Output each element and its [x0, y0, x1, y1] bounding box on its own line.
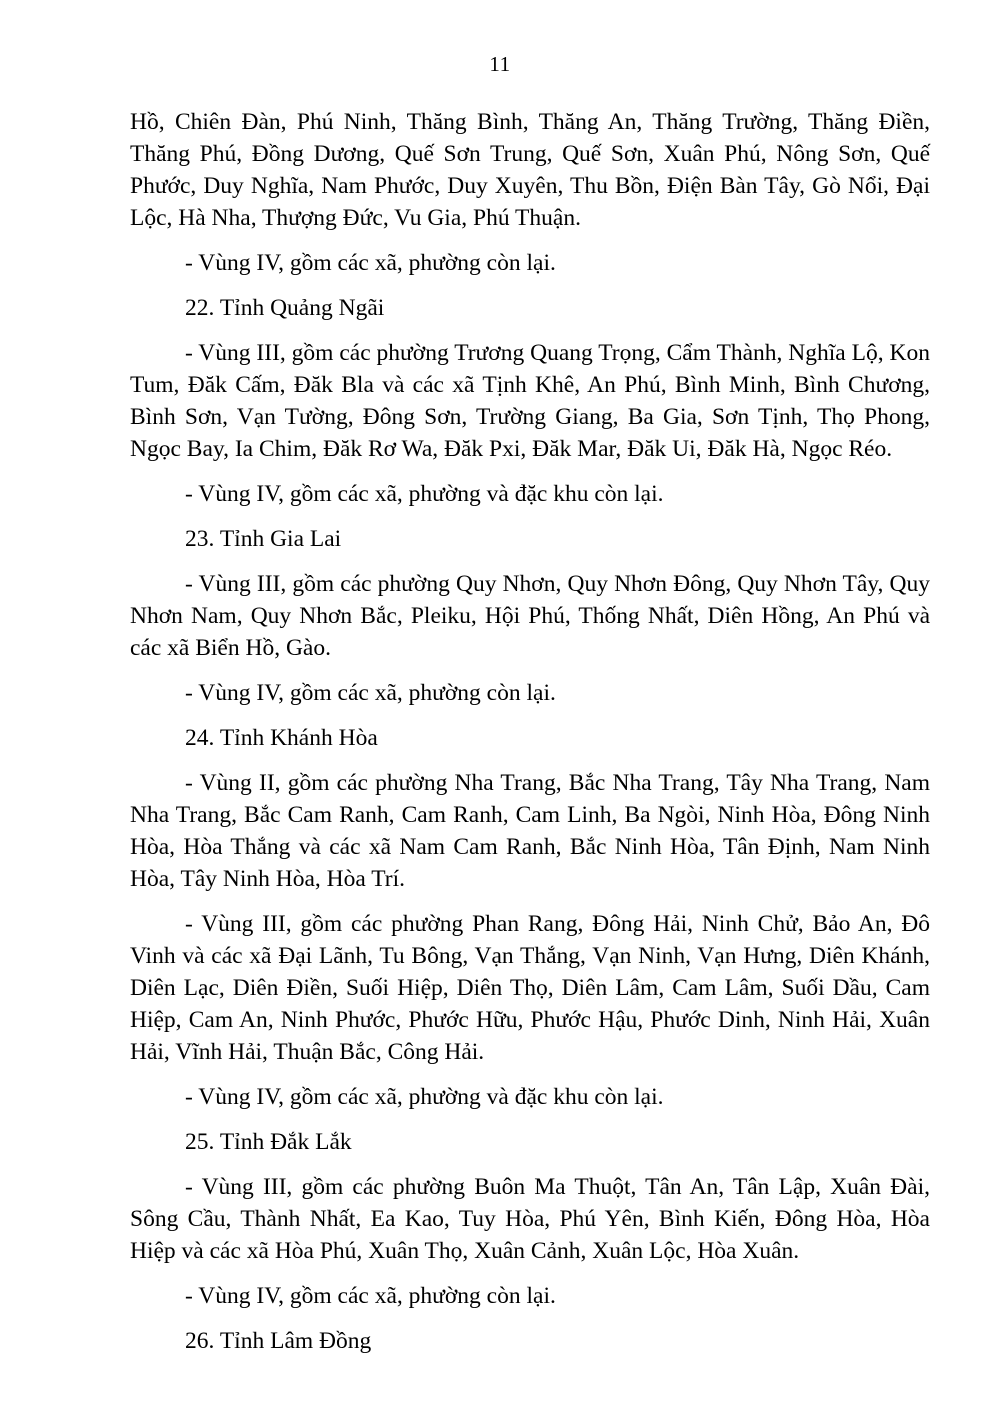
p-gia-lai-vung-3: - Vùng III, gồm các phường Quy Nhơn, Quy Nhơn Đông, Quy Nhơn Tây, Quy Nhơn Nam, Quy Nhơn Bắc, Pleiku, Hội Phú, Thống Nhất, Diên Hồng, An Phú và các xã Biển Hồ, Gào.: [130, 571, 930, 661]
paragraph-gap: [130, 279, 930, 292]
paragraph-gap: [130, 1068, 930, 1081]
paragraph-gap: [130, 895, 930, 908]
p-quang-nam-vung-4: - Vùng IV, gồm các xã, phường còn lại.: [185, 250, 556, 276]
p-khanh-hoa-vung-2: - Vùng II, gồm các phường Nha Trang, Bắc Nha Trang, Tây Nha Trang, Nam Nha Trang, Bắc Cam Ranh, Cam Ranh, Cam Linh, Ba Ngòi, Ninh Hòa, Đông Ninh Hòa, Hòa Thắng và các xã Nam Cam Ranh, Bắc Ninh Hòa, Tân Định, Nam Ninh Hòa, Tây Ninh Hòa, Hòa Trí.: [130, 770, 930, 892]
page-number: 11: [489, 52, 511, 76]
p-khanh-hoa-vung-4: - Vùng IV, gồm các xã, phường và đặc khu còn lại.: [185, 1084, 664, 1110]
paragraph-gap: [130, 709, 930, 722]
h-23-gia-lai: 23. Tỉnh Gia Lai: [185, 526, 342, 552]
paragraph-gap: [130, 754, 930, 767]
paragraph-gap: [130, 1158, 930, 1171]
p-quang-ngai-vung-4: - Vùng IV, gồm các xã, phường và đặc khu còn lại.: [185, 481, 664, 507]
p-dak-lak-vung-3: - Vùng III, gồm các phường Buôn Ma Thuột, Tân An, Tân Lập, Xuân Đài, Sông Cầu, Thành Nhất, Ea Kao, Tuy Hòa, Phú Yên, Bình Kiến, Đông Hòa, Hòa Hiệp và các xã Hòa Phú, Xuân Thọ, Xuân Cảnh, Xuân Lộc, Hòa Xuân.: [130, 1174, 930, 1264]
paragraph-gap: [130, 1113, 930, 1126]
paragraph-gap: [130, 555, 930, 568]
paragraph-gap: [130, 664, 930, 677]
p-khanh-hoa-vung-3: - Vùng III, gồm các phường Phan Rang, Đông Hải, Ninh Chử, Bảo An, Đô Vinh và các xã Đại Lãnh, Tu Bông, Vạn Thắng, Vạn Ninh, Vạn Hưng, Diên Khánh, Diên Lạc, Diên Điền, Suối Hiệp, Diên Thọ, Diên Lâm, Cam Lâm, Suối Dầu, Cam Hiệp, Cam An, Ninh Phước, Phước Hữu, Phước Hậu, Phước Dinh, Ninh Hải, Xuân Hải, Vĩnh Hải, Thuận Bắc, Công Hải.: [130, 911, 930, 1065]
paragraph-gap: [130, 1312, 930, 1325]
h-25-dak-lak: 25. Tỉnh Đắk Lắk: [185, 1129, 352, 1155]
paragraph-gap: [130, 234, 930, 247]
page-body: [130, 106, 930, 1357]
p-quang-ngai-vung-3: - Vùng III, gồm các phường Trương Quang Trọng, Cẩm Thành, Nghĩa Lộ, Kon Tum, Đăk Cấm, Đăk Bla và các xã Tịnh Khê, An Phú, Bình Minh, Bình Chương, Bình Sơn, Vạn Tường, Đông Sơn, Trường Giang, Ba Gia, Sơn Tịnh, Thọ Phong, Ngọc Bay, Ia Chim, Đăk Rơ Wa, Đăk Pxi, Đăk Mar, Đăk Ui, Đăk Hà, Ngọc Réo.: [130, 340, 930, 462]
h-26-lam-dong: 26. Tỉnh Lâm Đồng: [185, 1328, 372, 1354]
p-gia-lai-vung-4: - Vùng IV, gồm các xã, phường còn lại.: [185, 680, 556, 706]
paragraph-gap: [130, 465, 930, 478]
paragraph-gap: [130, 510, 930, 523]
p-dak-lak-vung-4: - Vùng IV, gồm các xã, phường còn lại.: [185, 1283, 556, 1309]
paragraph-gap: [130, 324, 930, 337]
h-24-khanh-hoa: 24. Tỉnh Khánh Hòa: [185, 725, 378, 751]
p-quang-nam-continuation: Hồ, Chiên Đàn, Phú Ninh, Thăng Bình, Thăng An, Thăng Trường, Thăng Điền, Thăng Phú, Đồng Dương, Quế Sơn Trung, Quế Sơn, Xuân Phú, Nông Sơn, Quế Phước, Duy Nghĩa, Nam Phước, Duy Xuyên, Thu Bồn, Điện Bàn Tây, Gò Nổi, Đại Lộc, Hà Nha, Thượng Đức, Vu Gia, Phú Thuận.: [130, 109, 930, 231]
paragraph-gap: [130, 1267, 930, 1280]
h-22-quang-ngai: 22. Tỉnh Quảng Ngãi: [185, 295, 385, 321]
